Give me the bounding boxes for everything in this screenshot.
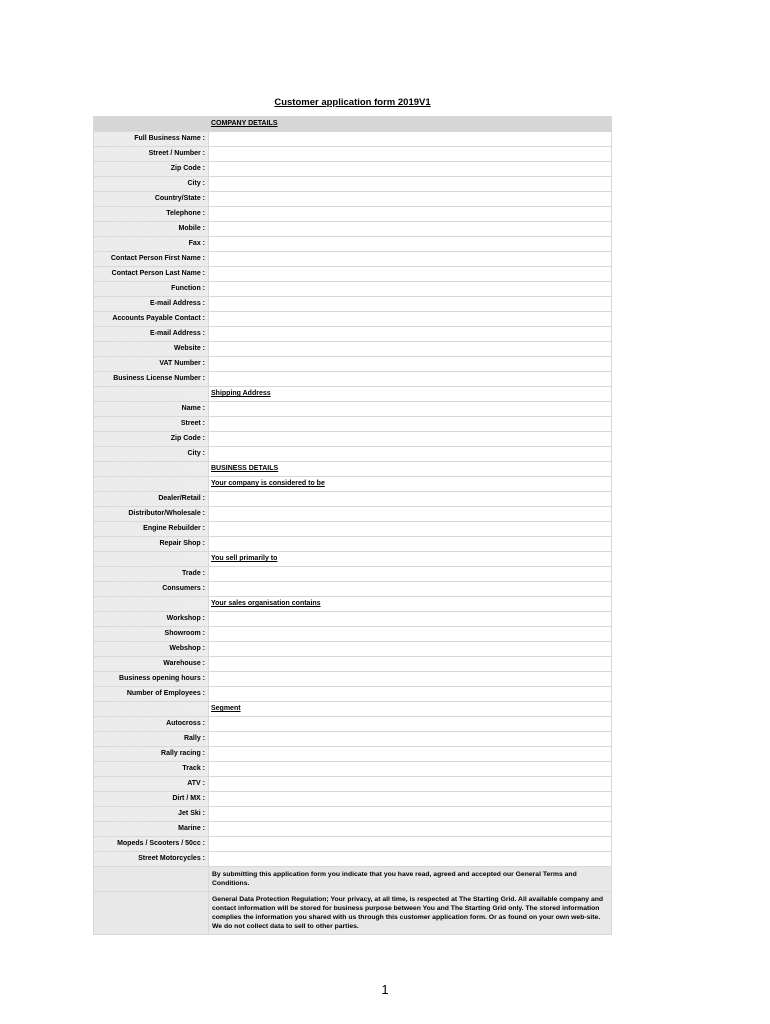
field-label: Website : — [94, 342, 209, 357]
form-row — [94, 267, 612, 282]
section-header-row — [94, 462, 612, 477]
field-label: Function : — [94, 282, 209, 297]
form-row — [94, 582, 612, 597]
field-input-city[interactable] — [209, 177, 612, 192]
field-input-number-of-employees[interactable] — [209, 687, 612, 702]
field-input-country-state[interactable] — [209, 192, 612, 207]
field-label: E-mail Address : — [94, 297, 209, 312]
section-header-row — [94, 597, 612, 612]
form-row — [94, 252, 612, 267]
note-text: By submitting this application form you indicate that you have read, agreed and accepted our General Terms and Conditions. — [209, 867, 612, 892]
form-row — [94, 372, 612, 387]
field-input-rally-racing[interactable] — [209, 747, 612, 762]
field-input-full-business-name[interactable] — [209, 132, 612, 147]
section-label-cell — [94, 552, 209, 567]
form-row — [94, 762, 612, 777]
field-label: Marine : — [94, 822, 209, 837]
field-input-business-license-number[interactable] — [209, 372, 612, 387]
section-label-cell — [94, 702, 209, 717]
form-row — [94, 402, 612, 417]
field-input-autocross[interactable] — [209, 717, 612, 732]
form-row — [94, 522, 612, 537]
field-input-mobile[interactable] — [209, 222, 612, 237]
note-row — [94, 867, 612, 892]
field-input-marine[interactable] — [209, 822, 612, 837]
form-row — [94, 132, 612, 147]
field-label: Accounts Payable Contact : — [94, 312, 209, 327]
section-label-cell — [94, 597, 209, 612]
field-label: Dirt / MX : — [94, 792, 209, 807]
field-label: E-mail Address : — [94, 327, 209, 342]
field-label: VAT Number : — [94, 357, 209, 372]
section-header-row — [94, 552, 612, 567]
form-row — [94, 147, 612, 162]
section-heading: Your company is considered to be — [209, 477, 612, 492]
field-input-website[interactable] — [209, 342, 612, 357]
section-label-cell — [94, 117, 209, 132]
section-header-row — [94, 117, 612, 132]
field-label: Trade : — [94, 567, 209, 582]
field-label: City : — [94, 447, 209, 462]
field-input-street-motorcycles[interactable] — [209, 852, 612, 867]
note-label-cell — [94, 867, 209, 892]
field-label: Business opening hours : — [94, 672, 209, 687]
form-row — [94, 672, 612, 687]
field-input-jet-ski[interactable] — [209, 807, 612, 822]
field-label: Country/State : — [94, 192, 209, 207]
form-row — [94, 747, 612, 762]
section-label-cell — [94, 387, 209, 402]
field-input-e-mail-address[interactable] — [209, 297, 612, 312]
form-row — [94, 207, 612, 222]
note-row — [94, 892, 612, 935]
form-row — [94, 342, 612, 357]
form-row — [94, 837, 612, 852]
section-heading: Your sales organisation contains — [209, 597, 612, 612]
form-row — [94, 282, 612, 297]
field-input-consumers[interactable] — [209, 582, 612, 597]
form-row — [94, 807, 612, 822]
field-label: Showroom : — [94, 627, 209, 642]
section-heading: Segment — [209, 702, 612, 717]
form-row — [94, 312, 612, 327]
section-header-row — [94, 387, 612, 402]
field-input-mopeds-scooters-50cc[interactable] — [209, 837, 612, 852]
field-input-atv[interactable] — [209, 777, 612, 792]
field-label: Engine Rebuilder : — [94, 522, 209, 537]
field-label: Webshop : — [94, 642, 209, 657]
form-row — [94, 447, 612, 462]
field-input-accounts-payable-contact[interactable] — [209, 312, 612, 327]
form-row — [94, 537, 612, 552]
form-row — [94, 687, 612, 702]
form-row — [94, 357, 612, 372]
field-label: Telephone : — [94, 207, 209, 222]
field-label: City : — [94, 177, 209, 192]
field-input-zip-code[interactable] — [209, 432, 612, 447]
form-row — [94, 222, 612, 237]
note-label-cell — [94, 892, 209, 935]
field-input-dirt-mx[interactable] — [209, 792, 612, 807]
field-label: Rally : — [94, 732, 209, 747]
form-row — [94, 327, 612, 342]
form-row — [94, 627, 612, 642]
section-header-row — [94, 477, 612, 492]
field-label: Fax : — [94, 237, 209, 252]
field-input-contact-person-last-name[interactable] — [209, 267, 612, 282]
field-label: Jet Ski : — [94, 807, 209, 822]
section-heading: BUSINESS DETAILS — [209, 462, 612, 477]
form-row — [94, 852, 612, 867]
field-label: Number of Employees : — [94, 687, 209, 702]
field-input-dealer-retail[interactable] — [209, 492, 612, 507]
form-row — [94, 657, 612, 672]
note-text: General Data Protection Regulation; Your privacy, at all time, is respected at The Starting Grid. All available company and contact information will be stored for business purpose between You and The Starting Grid only. The stored information complies the information you shared with us through this customer application form. Or as found on your own web-site. We do not collect data to sell to other parties. — [209, 892, 612, 935]
form-title: Customer application form 2019V1 — [274, 97, 431, 108]
field-input-rally[interactable] — [209, 732, 612, 747]
section-heading: You sell primarily to — [209, 552, 612, 567]
page-number: 1 — [381, 982, 389, 997]
section-heading: Shipping Address — [209, 387, 612, 402]
field-label: Zip Code : — [94, 162, 209, 177]
field-input-function[interactable] — [209, 282, 612, 297]
section-heading: COMPANY DETAILS — [209, 117, 612, 132]
field-input-repair-shop[interactable] — [209, 537, 612, 552]
field-label: Name : — [94, 402, 209, 417]
field-input-warehouse[interactable] — [209, 657, 612, 672]
field-label: Mobile : — [94, 222, 209, 237]
field-input-fax[interactable] — [209, 237, 612, 252]
form-row — [94, 162, 612, 177]
field-input-zip-code[interactable] — [209, 162, 612, 177]
field-label: Warehouse : — [94, 657, 209, 672]
field-label: Full Business Name : — [94, 132, 209, 147]
field-label: Business License Number : — [94, 372, 209, 387]
field-label: ATV : — [94, 777, 209, 792]
field-input-trade[interactable] — [209, 567, 612, 582]
field-input-street-number[interactable] — [209, 147, 612, 162]
form-row — [94, 822, 612, 837]
form-row — [94, 192, 612, 207]
field-input-street[interactable] — [209, 417, 612, 432]
form-row — [94, 177, 612, 192]
field-label: Autocross : — [94, 717, 209, 732]
field-label: Street Motorcycles : — [94, 852, 209, 867]
section-label-cell — [94, 477, 209, 492]
field-input-showroom[interactable] — [209, 627, 612, 642]
form-row — [94, 492, 612, 507]
form-row — [94, 237, 612, 252]
form-row — [94, 432, 612, 447]
form-row — [94, 792, 612, 807]
field-label: Mopeds / Scooters / 50cc : — [94, 837, 209, 852]
field-input-track[interactable] — [209, 762, 612, 777]
form-row — [94, 417, 612, 432]
field-label: Zip Code : — [94, 432, 209, 447]
form-row — [94, 297, 612, 312]
field-input-contact-person-first-name[interactable] — [209, 252, 612, 267]
field-label: Rally racing : — [94, 747, 209, 762]
field-input-workshop[interactable] — [209, 612, 612, 627]
field-label: Contact Person First Name : — [94, 252, 209, 267]
section-header-row — [94, 702, 612, 717]
field-label: Street / Number : — [94, 147, 209, 162]
field-label: Dealer/Retail : — [94, 492, 209, 507]
form-row — [94, 507, 612, 522]
field-input-telephone[interactable] — [209, 207, 612, 222]
application-form-table — [93, 116, 612, 935]
form-row — [94, 732, 612, 747]
form-row — [94, 642, 612, 657]
form-row — [94, 777, 612, 792]
section-label-cell — [94, 462, 209, 477]
field-label: Distributor/Wholesale : — [94, 507, 209, 522]
field-label: Contact Person Last Name : — [94, 267, 209, 282]
field-input-business-opening-hours[interactable] — [209, 672, 612, 687]
field-input-webshop[interactable] — [209, 642, 612, 657]
form-row — [94, 567, 612, 582]
field-input-name[interactable] — [209, 402, 612, 417]
field-label: Consumers : — [94, 582, 209, 597]
form-row — [94, 612, 612, 627]
field-input-distributor-wholesale[interactable] — [209, 507, 612, 522]
field-label: Workshop : — [94, 612, 209, 627]
form-row — [94, 717, 612, 732]
field-input-engine-rebuilder[interactable] — [209, 522, 612, 537]
field-input-city[interactable] — [209, 447, 612, 462]
field-input-vat-number[interactable] — [209, 357, 612, 372]
field-input-e-mail-address[interactable] — [209, 327, 612, 342]
field-label: Track : — [94, 762, 209, 777]
field-label: Repair Shop : — [94, 537, 209, 552]
field-label: Street : — [94, 417, 209, 432]
